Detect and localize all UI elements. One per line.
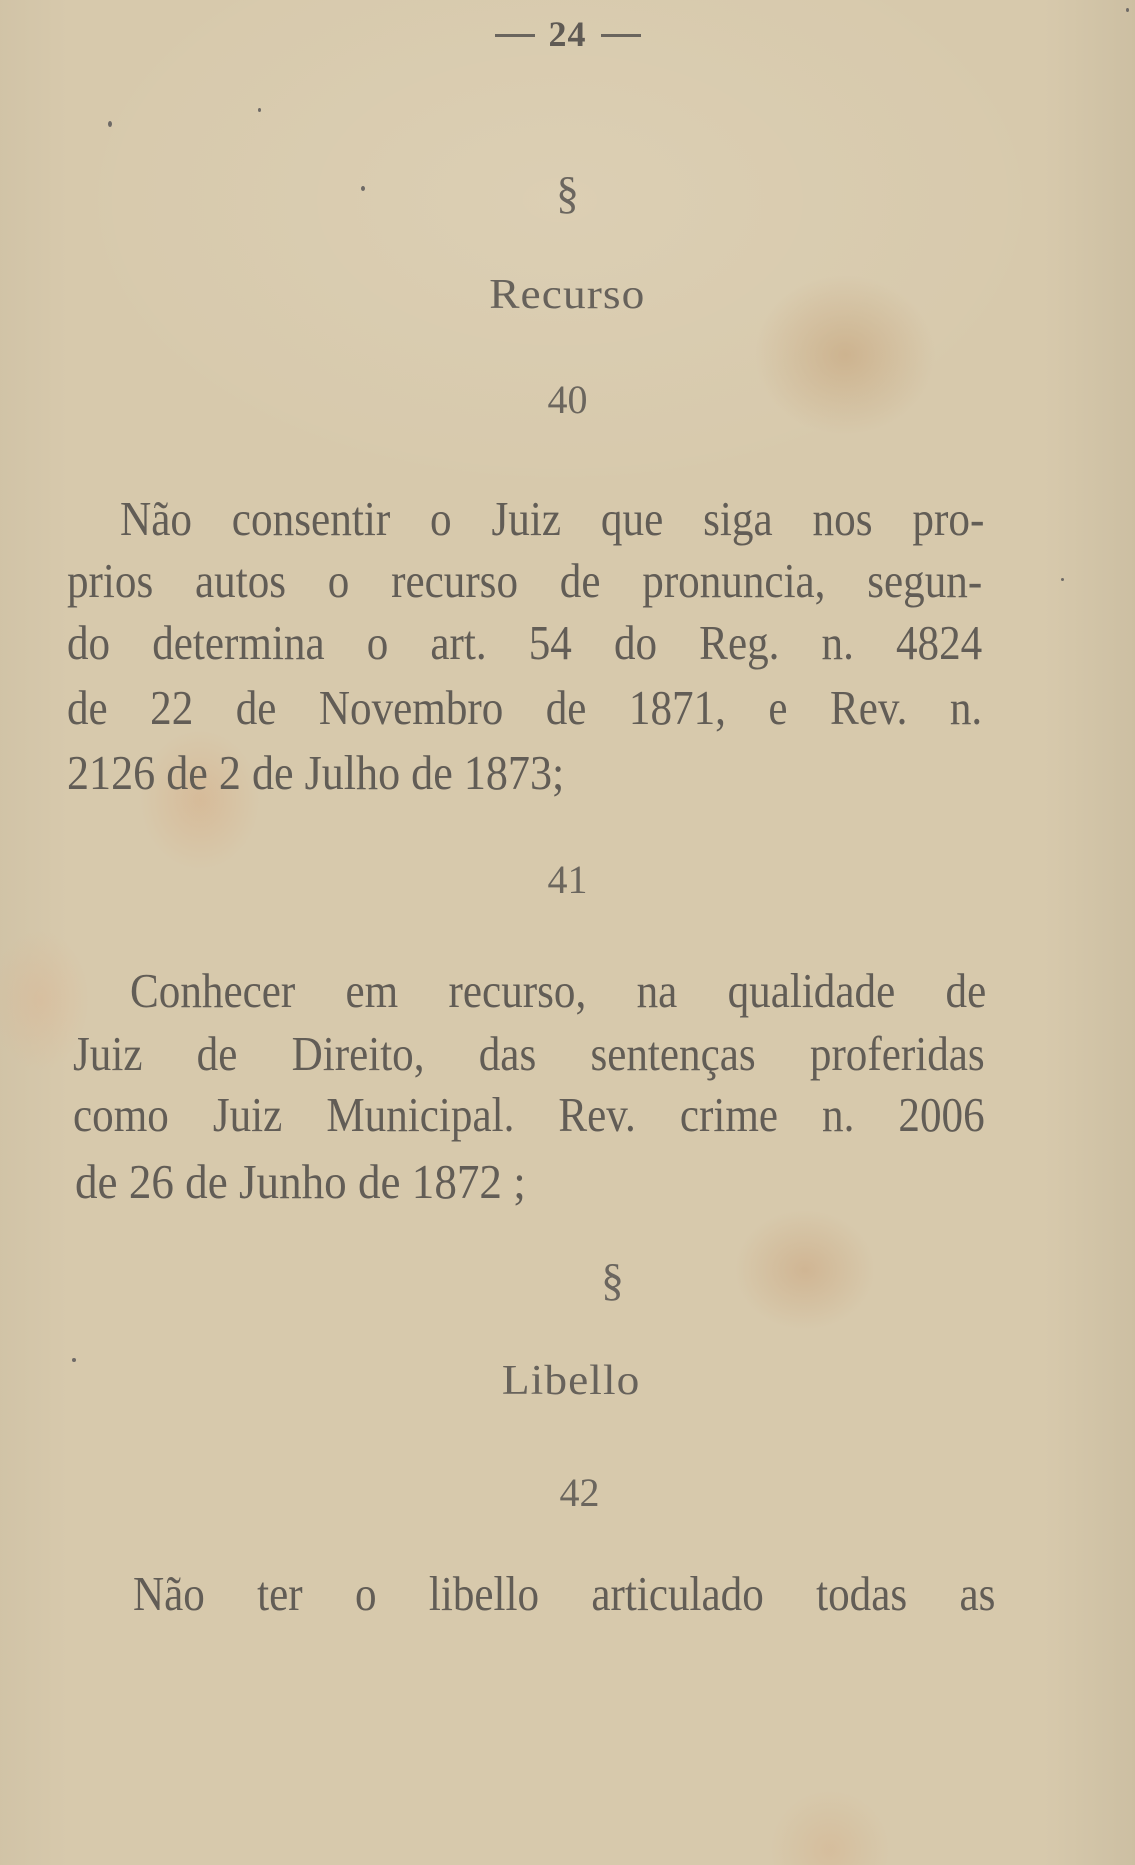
- paragraph-line: de 26 de Junho de 1872 ;: [75, 1154, 526, 1209]
- paragraph-line: do determina o art. 54 do Reg. n. 4824: [67, 615, 983, 670]
- ink-speck: [258, 108, 261, 112]
- paragraph-line: Não ter o libello articulado todas as: [133, 1566, 996, 1621]
- paragraph-line: prios autos o recurso de pronuncia, segun-: [67, 553, 983, 608]
- paragraph-line: Conhecer em recurso, na qualidade de: [130, 963, 987, 1018]
- ink-speck: [108, 121, 112, 127]
- folio-dash-right: [601, 34, 641, 37]
- section-heading: [4, 1356, 1135, 1406]
- section-heading: [0, 270, 1135, 320]
- paragraph-line: Juiz de Direito, das sentenças proferidas: [73, 1026, 985, 1081]
- paragraph-line: de 22 de Novembro de 1871, e Rev. n.: [67, 680, 983, 735]
- article-number: 42: [559, 1470, 600, 1515]
- folio-dash-left: [495, 34, 535, 37]
- article-number: 40: [547, 377, 588, 422]
- paragraph-line: Não consentir o Juiz que siga nos pro-: [120, 491, 985, 546]
- article-number: 41: [547, 857, 588, 902]
- paragraph-line: como Juiz Municipal. Rev. crime n. 2006: [73, 1087, 985, 1142]
- section-heading-text: Recurso: [489, 272, 646, 318]
- page-number-value: 24: [548, 14, 587, 54]
- page-number: [0, 12, 1135, 56]
- ink-speck: [1061, 578, 1064, 581]
- section-mark: §: [556, 167, 579, 218]
- paragraph-line: 2126 de 2 de Julho de 1873;: [67, 745, 565, 800]
- section-heading-text: Libello: [502, 1358, 641, 1404]
- section-mark: §: [601, 1254, 624, 1305]
